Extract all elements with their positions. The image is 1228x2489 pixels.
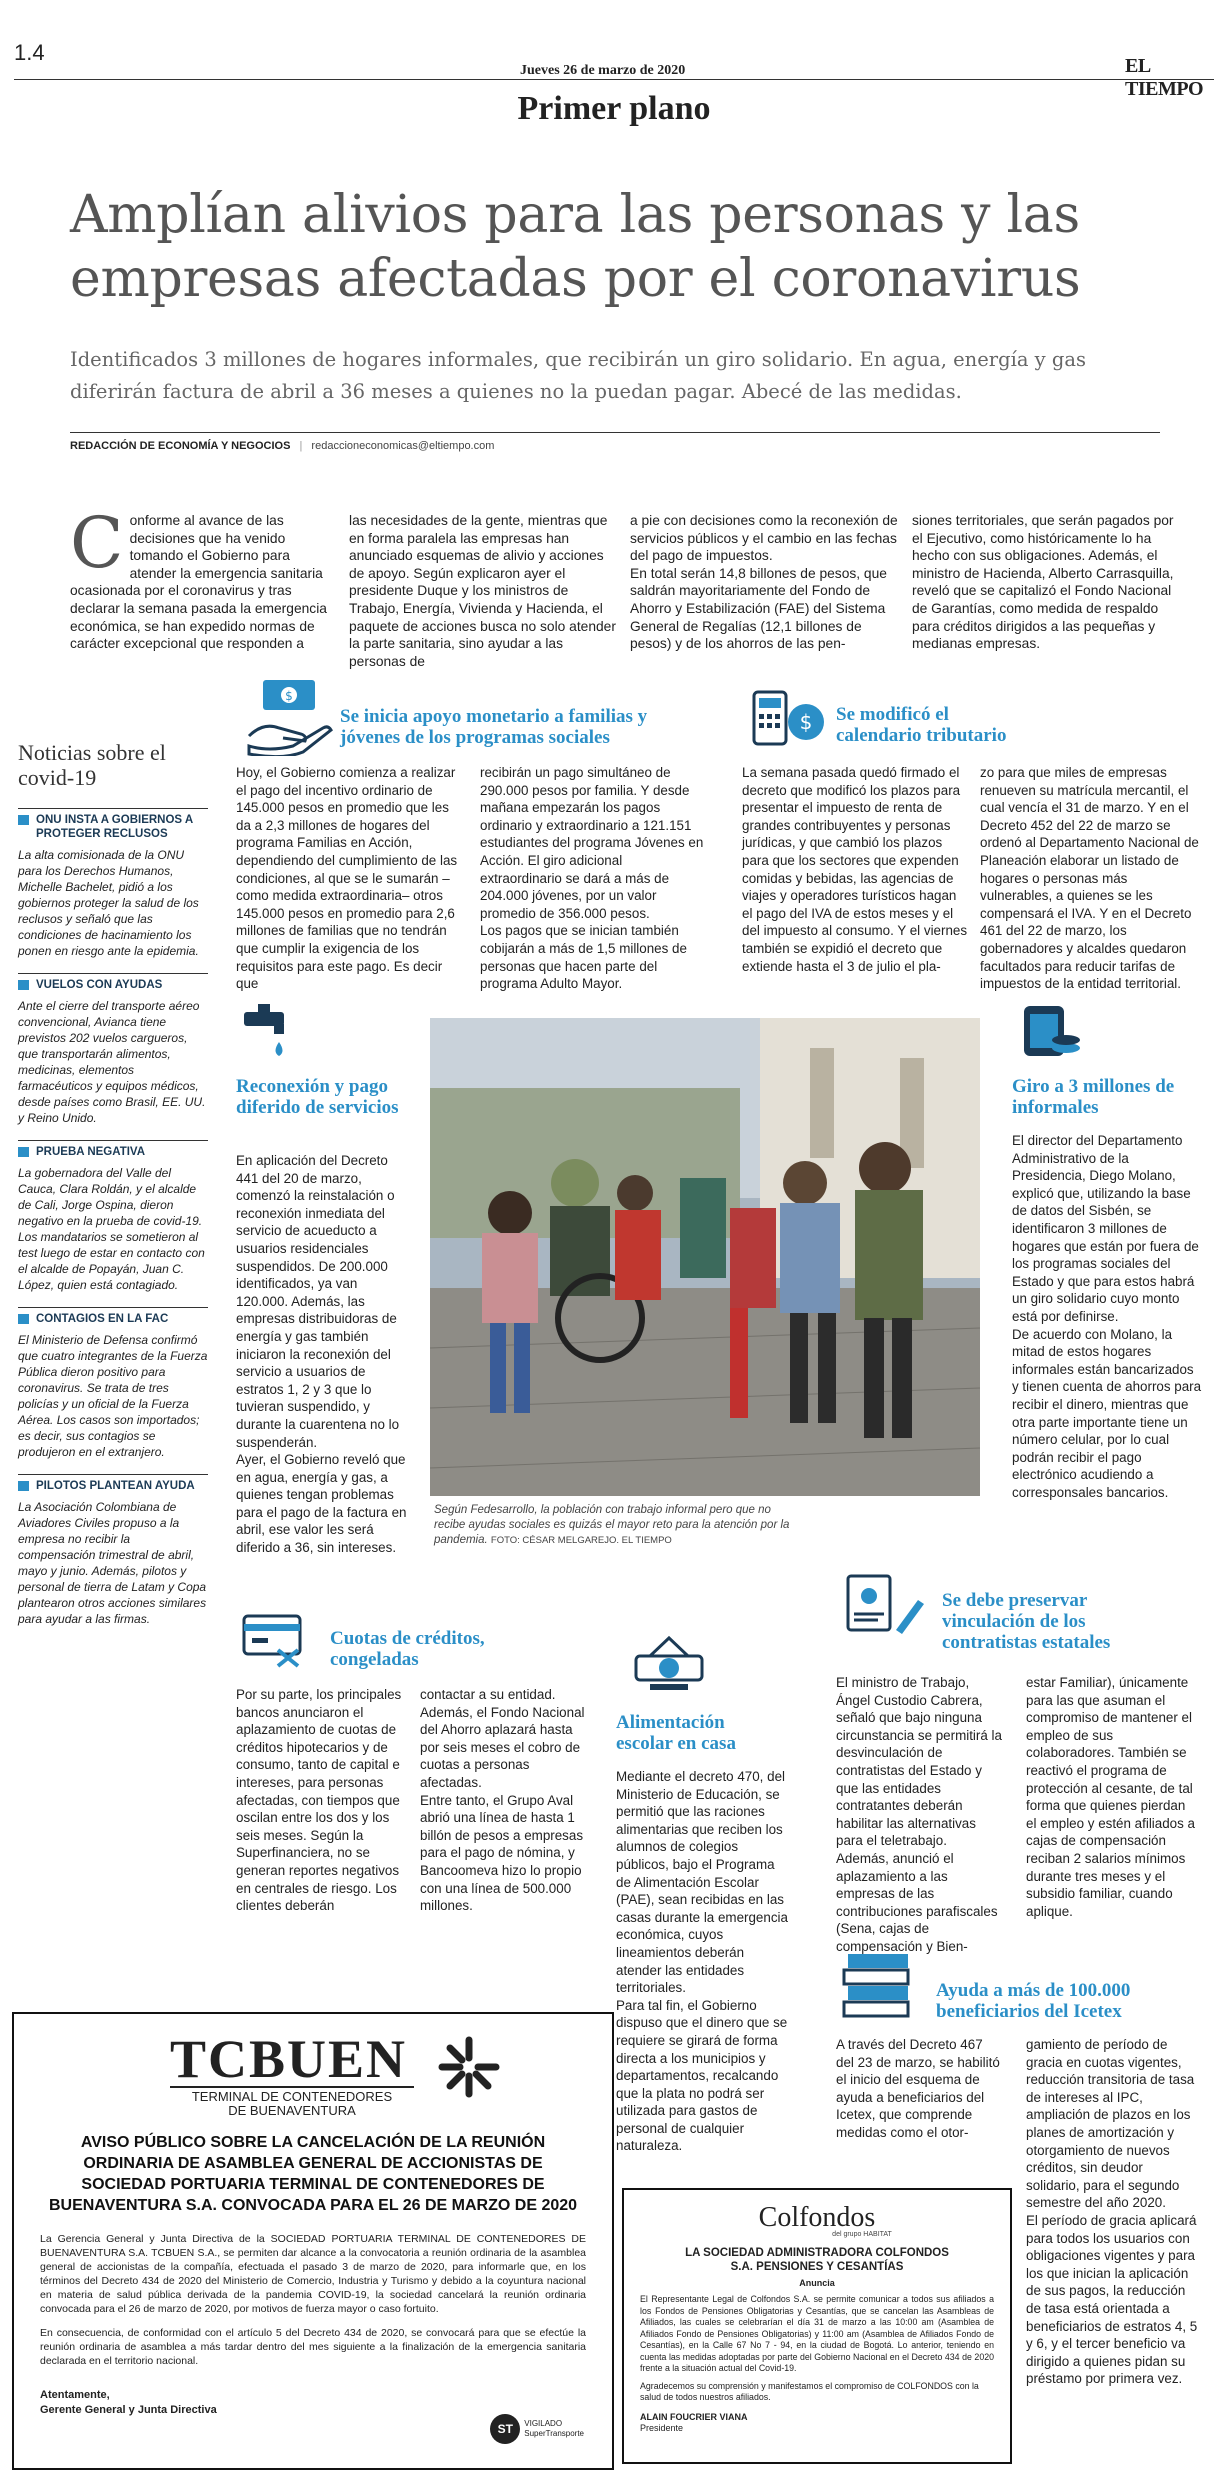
- sidebar-item-heading: ONU INSTA A GOBIERNOS A PROTEGER RECLUSOS: [18, 813, 208, 841]
- sidebar-item-heading: PILOTOS PLANTEAN AYUDA: [18, 1479, 208, 1493]
- sidebar-item-heading: PRUEBA NEGATIVA: [18, 1145, 208, 1159]
- sidebar-item: [18, 1307, 208, 1460]
- section-title-icetex: Ayuda a más de 100.000 beneficiarios del Icetex: [936, 1980, 1131, 2022]
- sidebar-item: [18, 808, 208, 959]
- section-title: Primer plano: [517, 90, 711, 127]
- intro-col-2: las necesidades de la gente, mientras que en forma paralela las empresas han anunciado esquemas de alivio y acciones de apoyo. Según explicaron ayer el presidente Duque y los ministros de Trabajo, Energía, Vivienda y Hacienda, el paquete de acciones busca no solo atender la parte sanitaria, sino ayudar a las personas de: [349, 513, 616, 669]
- books-icon: [838, 1944, 920, 2026]
- water-faucet-icon: [240, 1000, 300, 1068]
- intro-col-1: C onforme al avance de las decisiones que ha venido tomando el Gobierno para atender la emergencia sanitaria ocasionada por el coronavirus y tras declarar la semana pasada la emergencia económica, se han expedido normas de carácter excepcional que responden a: [70, 502, 327, 652]
- section-title-reconexion: Reconexión y pago diferido de servicios: [236, 1076, 399, 1118]
- contratistas-col-1: El ministro de Trabajo, Ángel Custodio Cabrera, señaló que bajo ninguna circunstancia se permitirá la desvinculación de contratistas del Estado y que las entidades contratantes deberán habilitar las alternativas para el teletrabajo. Además, anunció el aplazamiento a las empresas de las contribuciones parafiscales (Sena, cajas de compensación y Bien-: [836, 1675, 1002, 1954]
- page-number: 1.4: [14, 40, 45, 65]
- tributario-col-1: La semana pasada quedó firmado el decreto que modificó los plazos para presentar el impuesto de renta de grandes contribuyentes y personas jurídicas, y que cambió los plazos para que los sectores que expenden comidas y bebidas, las agencias de viajes y operadores turísticos hagan el pago del IVA de estos meses y el del impuesto al consumo. Y el viernes también se expidió el decreto que extiende hasta el 3 de julio el pla-: [742, 765, 968, 974]
- byline-email[interactable]: redaccioneconomicas@eltiempo.com: [311, 440, 495, 452]
- byline-rule: [70, 432, 1160, 433]
- colfondos-paragraph-2: Agradecemos su comprensión y manifestamos el compromiso de COLFONDOS con la salud de todos nuestros afiliados.: [640, 2380, 979, 2402]
- familias-col-2: recibirán un pago simultáneo de 290.000 pesos por familia. Y desde mañana empezarán los pagos ordinario y extraordinario a 121.151 estudiantes del programa Jóvenes en Acción. El giro adicional extraordinario se dará a más de 204.000 jóvenes, por un valor promedio de 356.000 pesos. Los pagos que se inician también cobijarán a más de 1,5 millones de personas que hacen parte del programa Adulto Mayor.: [480, 765, 704, 992]
- tcbuen-logo-sub: TERMINAL DE CONTENEDORES DE BUENAVENTURA: [191, 2089, 393, 2118]
- drop-cap: C: [70, 502, 124, 584]
- section-title-tributario: Se modificó el calendario tributario: [836, 704, 1007, 746]
- seal-badge: ST: [490, 2414, 520, 2444]
- tcbuen-signature: Atentamente, Gerente General y Junta Directiva: [40, 2389, 217, 2416]
- sidebar-item-heading: VUELOS CON AYUDAS: [18, 978, 208, 992]
- contract-document-icon: [840, 1570, 928, 1646]
- coins-bag-icon: [1016, 990, 1086, 1062]
- photo-caption: [434, 1503, 804, 1548]
- colfondos-kind: Anuncia: [799, 2278, 835, 2288]
- section-title-familias: Se inicia apoyo monetario a familias y jóvenes de los programas sociales: [340, 706, 648, 748]
- section-title-creditos: Cuotas de créditos, congeladas: [330, 1628, 485, 1670]
- icetex-col-1: A través del Decreto 467 del 23 de marzo, se habilitó el inicio del esquema de ayuda a beneficiarios del Icetex, que comprende medidas como el otor-: [836, 2037, 1000, 2140]
- alimentacion-col-1: Mediante el decreto 470, del Ministerio de Educación, se permitió que las raciones alimentarias que reciben los alumnos de colegios públicos, bajo el Programa de Alimentación Escolar (PAE), sean recibidas en las casas durante la emergencia económica, cuyos lineamientos deberán atender las entidades territoriales. Para tal fin, el Gobierno dispuso que el dinero que se requiere se girará de forma directa a los municipios y departamentos, recalcando que la plata no podrá ser utilizada para gastos de personal de cualquier naturaleza.: [616, 1769, 788, 2154]
- tcbuen-logo-text: TCBUEN: [170, 2029, 408, 2089]
- svg-text:$: $: [799, 710, 813, 734]
- tcbuen-logo: [40, 2028, 586, 2116]
- tributario-col-2: zo para que miles de empresas renueven su matrícula mercantil, el cual vencía el 31 de marzo. Y en el Decreto 452 del 22 de marzo se ordenó al Departamento Nacional de Planeación elaborar un listado de hogares o personas más vulnerables, a quienes se les compensará el IVA. Y en el Decreto 461 del 22 de marzo, los gobernadores y alcaldes quedaron facultados para reducir tarifas de impuestos de la entidad territorial.: [980, 765, 1199, 992]
- creditos-col-1: Por su parte, los principales bancos anunciaron el aplazamiento de cuotas de créditos hipotecarios y de consumo, tanto de capital e intereses, para personas afectadas, con tiempos que oscilan entre los dos y los seis meses. Según la Superfinanciera, no se generan reportes negativos en centrales de riesgo. Los clientes deberán: [236, 1687, 402, 1914]
- tax-calculator-icon: [750, 682, 830, 752]
- tcbuen-title: AVISO PÚBLICO SOBRE LA CANCELACIÓN DE LA REUNIÓN ORDINARIA DE ASAMBLEA GENERAL DE ACCIONISTAS DE SOCIEDAD PORTUARIA TERMINAL DE CONTENEDORES DE BUENAVENTURA S.A. CONVOCADA PARA EL 26 DE MARZO DE 2020: [48, 2134, 578, 2214]
- school-meal-icon: [630, 1626, 710, 1704]
- tcbuen-paragraph-2: En consecuencia, de conformidad con el artículo 5 del Decreto 434 de 2020, se convocará para que se efectúe la reunión ordinaria de asamblea a más tardar dentro del mes siguiente a la finalización de la emergencia sanitaria declarada en el territorio nacional.: [40, 2327, 586, 2367]
- deck: Identificados 3 millones de hogares informales, que recibirán un giro solidario. En agua, energía y gas diferirán factura de abril a 36 meses a quienes no la puedan pagar. Abecé de las medidas.: [70, 348, 1086, 403]
- intro-col-3: a pie con decisiones como la reconexión de servicios públicos y el cambio en las fechas del pago de impuestos. En total serán 14,8 billones de pesos, que saldrán mayoritariamente del Fondo de Ahorro y Estabilización (FAE) del Sistema General de Regalías (12,1 billones de pesos) y de los ahorros de las pen-: [630, 513, 898, 652]
- icetex-col-2: gamiento de período de gracia en cuotas vigentes, reducción transitoria de tasa de intereses al IPC, ampliación de plazos en los planes de amortización y otorgamiento de nuevos créditos, sin deudor solidario, para el segundo semestre del año 2020. El período de gracia aplicará para todos los usuarios con obligaciones vigentes y para los que inician la aplicación de sus pagos, la reducción de tasa está orientada a beneficiarios de estratos 4, 5 y 6, y el tercer beneficio va dirigido a quienes pidan su préstamo por primera vez.: [1026, 2037, 1198, 2387]
- intro-col-4: siones territoriales, que serán pagados por el Ejecutivo, como históricamente lo ha hecho con sus obligaciones. Además, el ministro de Hacienda, Alberto Carrasquilla, reveló que se capitalizó el Fondo Nacional de Garantías, como medida de respaldo para créditos dirigidos a las pequeñas y medianas empresas.: [912, 513, 1174, 652]
- creditos-col-2: contactar a su entidad. Además, el Fondo Nacional del Ahorro aplazará hasta por seis meses el cobro de cuotas a personas afectadas. Entre tanto, el Grupo Aval abrió una línea de hasta 1 billón de pesos a empresas para el pago de nómina, y Bancoomeva hizo lo propio con una línea de 500.000 millones.: [420, 1687, 585, 1914]
- issue-date: Jueves 26 de marzo de 2020: [520, 63, 686, 78]
- sidebar-item-heading: CONTAGIOS EN LA FAC: [18, 1312, 208, 1326]
- section-title-giro: Giro a 3 millones de informales: [1012, 1076, 1175, 1118]
- ad-tcbuen: [12, 2012, 614, 2470]
- sidebar: [18, 740, 208, 1641]
- section-title-contratistas: Se debe preservar vinculación de los contratistas estatales: [942, 1590, 1111, 1653]
- section-title-alimentacion: Alimentación escolar en casa: [616, 1712, 736, 1754]
- photo-caption-text: Según Fedesarrollo, la población con trabajo informal pero que no recibe ayudas sociales es quizás el mayor reto para la atención por la pandemia.: [434, 1504, 790, 1546]
- reconexion-col-1: En aplicación del Decreto 441 del 20 de marzo, comenzó la reinstalación o reconexión inmediata del servicio de acueducto a usuarios residenciales suspendidos. De 200.000 identificados, ya van 120.000. Además, las empresas distribuidoras de energía y gas también iniciaron la reconexión del servicio a usuarios de estratos 1, 2 y 3 que lo tuvieran suspendido, y durante la cuarentena no lo suspenderán. Ayer, el Gobierno reveló que en agua, energía y gas, a quienes tengan problemas para el pago de la factura en abril, ese valor les será diferido a 36, sin intereses.: [236, 1153, 407, 1556]
- sidebar-item-text: El Ministerio de Defensa confirmó que cuatro integrantes de la Fuerza Pública dieron positivo para coronavirus. Se trata de tres policías y un oficial de la Fuerza Aérea. Los casos son importados; es decir, sus contagios se produjeron en el extranjero.: [18, 1333, 208, 1459]
- sidebar-item-text: La Asociación Colombiana de Aviadores Civiles propuso a la empresa no recibir la compensación trimestral de abril, mayo y junio. Además, pilotos y personal de tierra de Latam y Copa plantearon otros acciones similares para ayudar a las firmas.: [18, 1500, 207, 1626]
- sidebar-item: [18, 1474, 208, 1627]
- ad-colfondos: [622, 2188, 1012, 2464]
- colfondos-logo: Colfondos del grupo HABITAT: [758, 2202, 892, 2238]
- sidebar-title: Noticias sobre el covid-19: [18, 740, 166, 790]
- giro-col-1: El director del Departamento Administrativo de la Presidencia, Diego Molano, explicó que, utilizando la base de datos del Sisbén, se identificaron 3 millones de hogares que están por fuera de los programas sociales del Estado y que para estos habrá un giro solidario cuyo monto está por definirse. De acuerdo con Molano, la mitad de estos hogares informales están bancarizados y tienen cuenta de ahorros para recibir el dinero, mientras que otra parte importante tiene un número celular, por lo cual podrán recibir el pago electrónico acudiendo a corresponsales bancarios.: [1012, 1133, 1202, 1500]
- sidebar-item: [18, 973, 208, 1126]
- familias-col-1: Hoy, el Gobierno comienza a realizar el pago del incentivo ordinario de 145.000 pesos en promedio que les da a 2,3 millones de hogares del programa Familias en Acción, dependiendo del cumplimiento de las condiciones, al que se le sumarán –como medida extraordinaria– otros 145.000 pesos en promedio para 2,6 millones de familias que no tendrán que cumplir la exigencia de los requisitos para este pago. Es decir que: [236, 765, 458, 992]
- photo-credit: FOTO: CÉSAR MELGAREJO. EL TIEMPO: [490, 1535, 672, 1546]
- sidebar-item-text: Ante el cierre del transporte aéreo convencional, Avianca tiene previstos 202 vuelos cargueros, que transportarán alimentos, medicinas, elementos farmacéuticos y equipos médicos, desde países como Brasil, EE. UU. y Reino Unido.: [18, 999, 206, 1125]
- byline: REDACCIÓN DE ECONOMÍA Y NEGOCIOS | redaccioneconomicas@eltiempo.com: [70, 440, 495, 452]
- money-hand-icon: [245, 676, 340, 756]
- sidebar-item-text: La gobernadora del Valle del Cauca, Clara Roldán, y el alcalde de Cali, Jorge Ospina, dieron negativo en la prueba de covid-19. Los mandatarios se sometieron al test luego de estar en contacto con el alcalde de Popayán, Juan C. López, quien está contagiado.: [18, 1166, 205, 1292]
- colfondos-signature: ALAIN FOUCRIER VIANA Presidente: [640, 2411, 748, 2433]
- colfondos-title: LA SOCIEDAD ADMINISTRADORA COLFONDOS S.A. PENSIONES Y CESANTÍAS: [685, 2247, 949, 2273]
- sidebar-item: [18, 1140, 208, 1293]
- colfondos-paragraph-1: El Representante Legal de Colfondos S.A. se permite comunicar a todos sus afiliados a los Fondos de Pensiones Obligatorias y Cesantías, que se cancelan las Asambleas de Afiliados, las cuales se celebrarían el día 31 de marzo a las 10:00 am (Asamblea de Afiliados Fondo de Pensiones Obligatorias) y 11:00 am (Asamblea de Afiliados Fondo de Cesantías), en la Calle 67 No 7 - 94, en la ciudad de Bogotá. Lo anterior, teniendo en cuenta las medidas adoptadas por parte del Gobierno Nacional en el Decreto 434 de 2020 frente a la situación actual del Covid-19.: [640, 2294, 994, 2373]
- byline-desk: REDACCIÓN DE ECONOMÍA Y NEGOCIOS: [70, 440, 291, 452]
- tcbuen-star-icon: [436, 2034, 502, 2100]
- sidebar-item-text: La alta comisionada de la ONU para los Derechos Humanos, Michelle Bachelet, pidió a los gobiernos proteger la salud de los reclusos y señaló que las condiciones de hacinamiento los ponen en riesgo ante la epidemia.: [18, 848, 199, 958]
- headline: Amplían alivios para las personas y las empresas afectadas por el coronavirus: [70, 185, 1081, 309]
- svg-text:$: $: [285, 689, 293, 703]
- tcbuen-logo-rule: [170, 2086, 414, 2088]
- header-rule: [14, 79, 1214, 80]
- credit-card-icon: [240, 1608, 320, 1672]
- eltiempo-logo: EL TIEMPO: [1125, 55, 1204, 100]
- street-photo: [430, 1018, 980, 1496]
- tcbuen-paragraph-1: La Gerencia General y Junta Directiva de la SOCIEDAD PORTUARIA TERMINAL DE CONTENEDORES DE BUENAVENTURA S.A. TCBUEN S.A., se permiten dar alcance a la convocatoria a reunión ordinaria de la asamblea general de accionistas de la compañía, efectuada el pasado 3 de marzo de 2020, para informarle que, en los términos del Decreto 434 de 2020 del Ministerio de Comercio, Industria y Turismo y debido a la coyuntura nacional en materia de salud pública derivada de la pandemia COVID-19, la sociedad cancelará la reunión ordinaria convocada para el 26 de marzo de 2020, por motivos de fuerza mayor o caso fortuito.: [40, 2233, 586, 2315]
- contratistas-col-2: estar Familiar), únicamente para las que asuman el compromiso de mantener el empleo de sus colaboradores. También se reactivó el programa de protección al cesante, de tal forma que quienes pierdan el empleo y estén afiliados a cajas de compensación reciban 2 salarios mínimos durante tres meses y el subsidio familiar, cuando aplique.: [1026, 1675, 1195, 1919]
- supertransporte-seal: ST VIGILADO SuperTransporte: [490, 2414, 584, 2444]
